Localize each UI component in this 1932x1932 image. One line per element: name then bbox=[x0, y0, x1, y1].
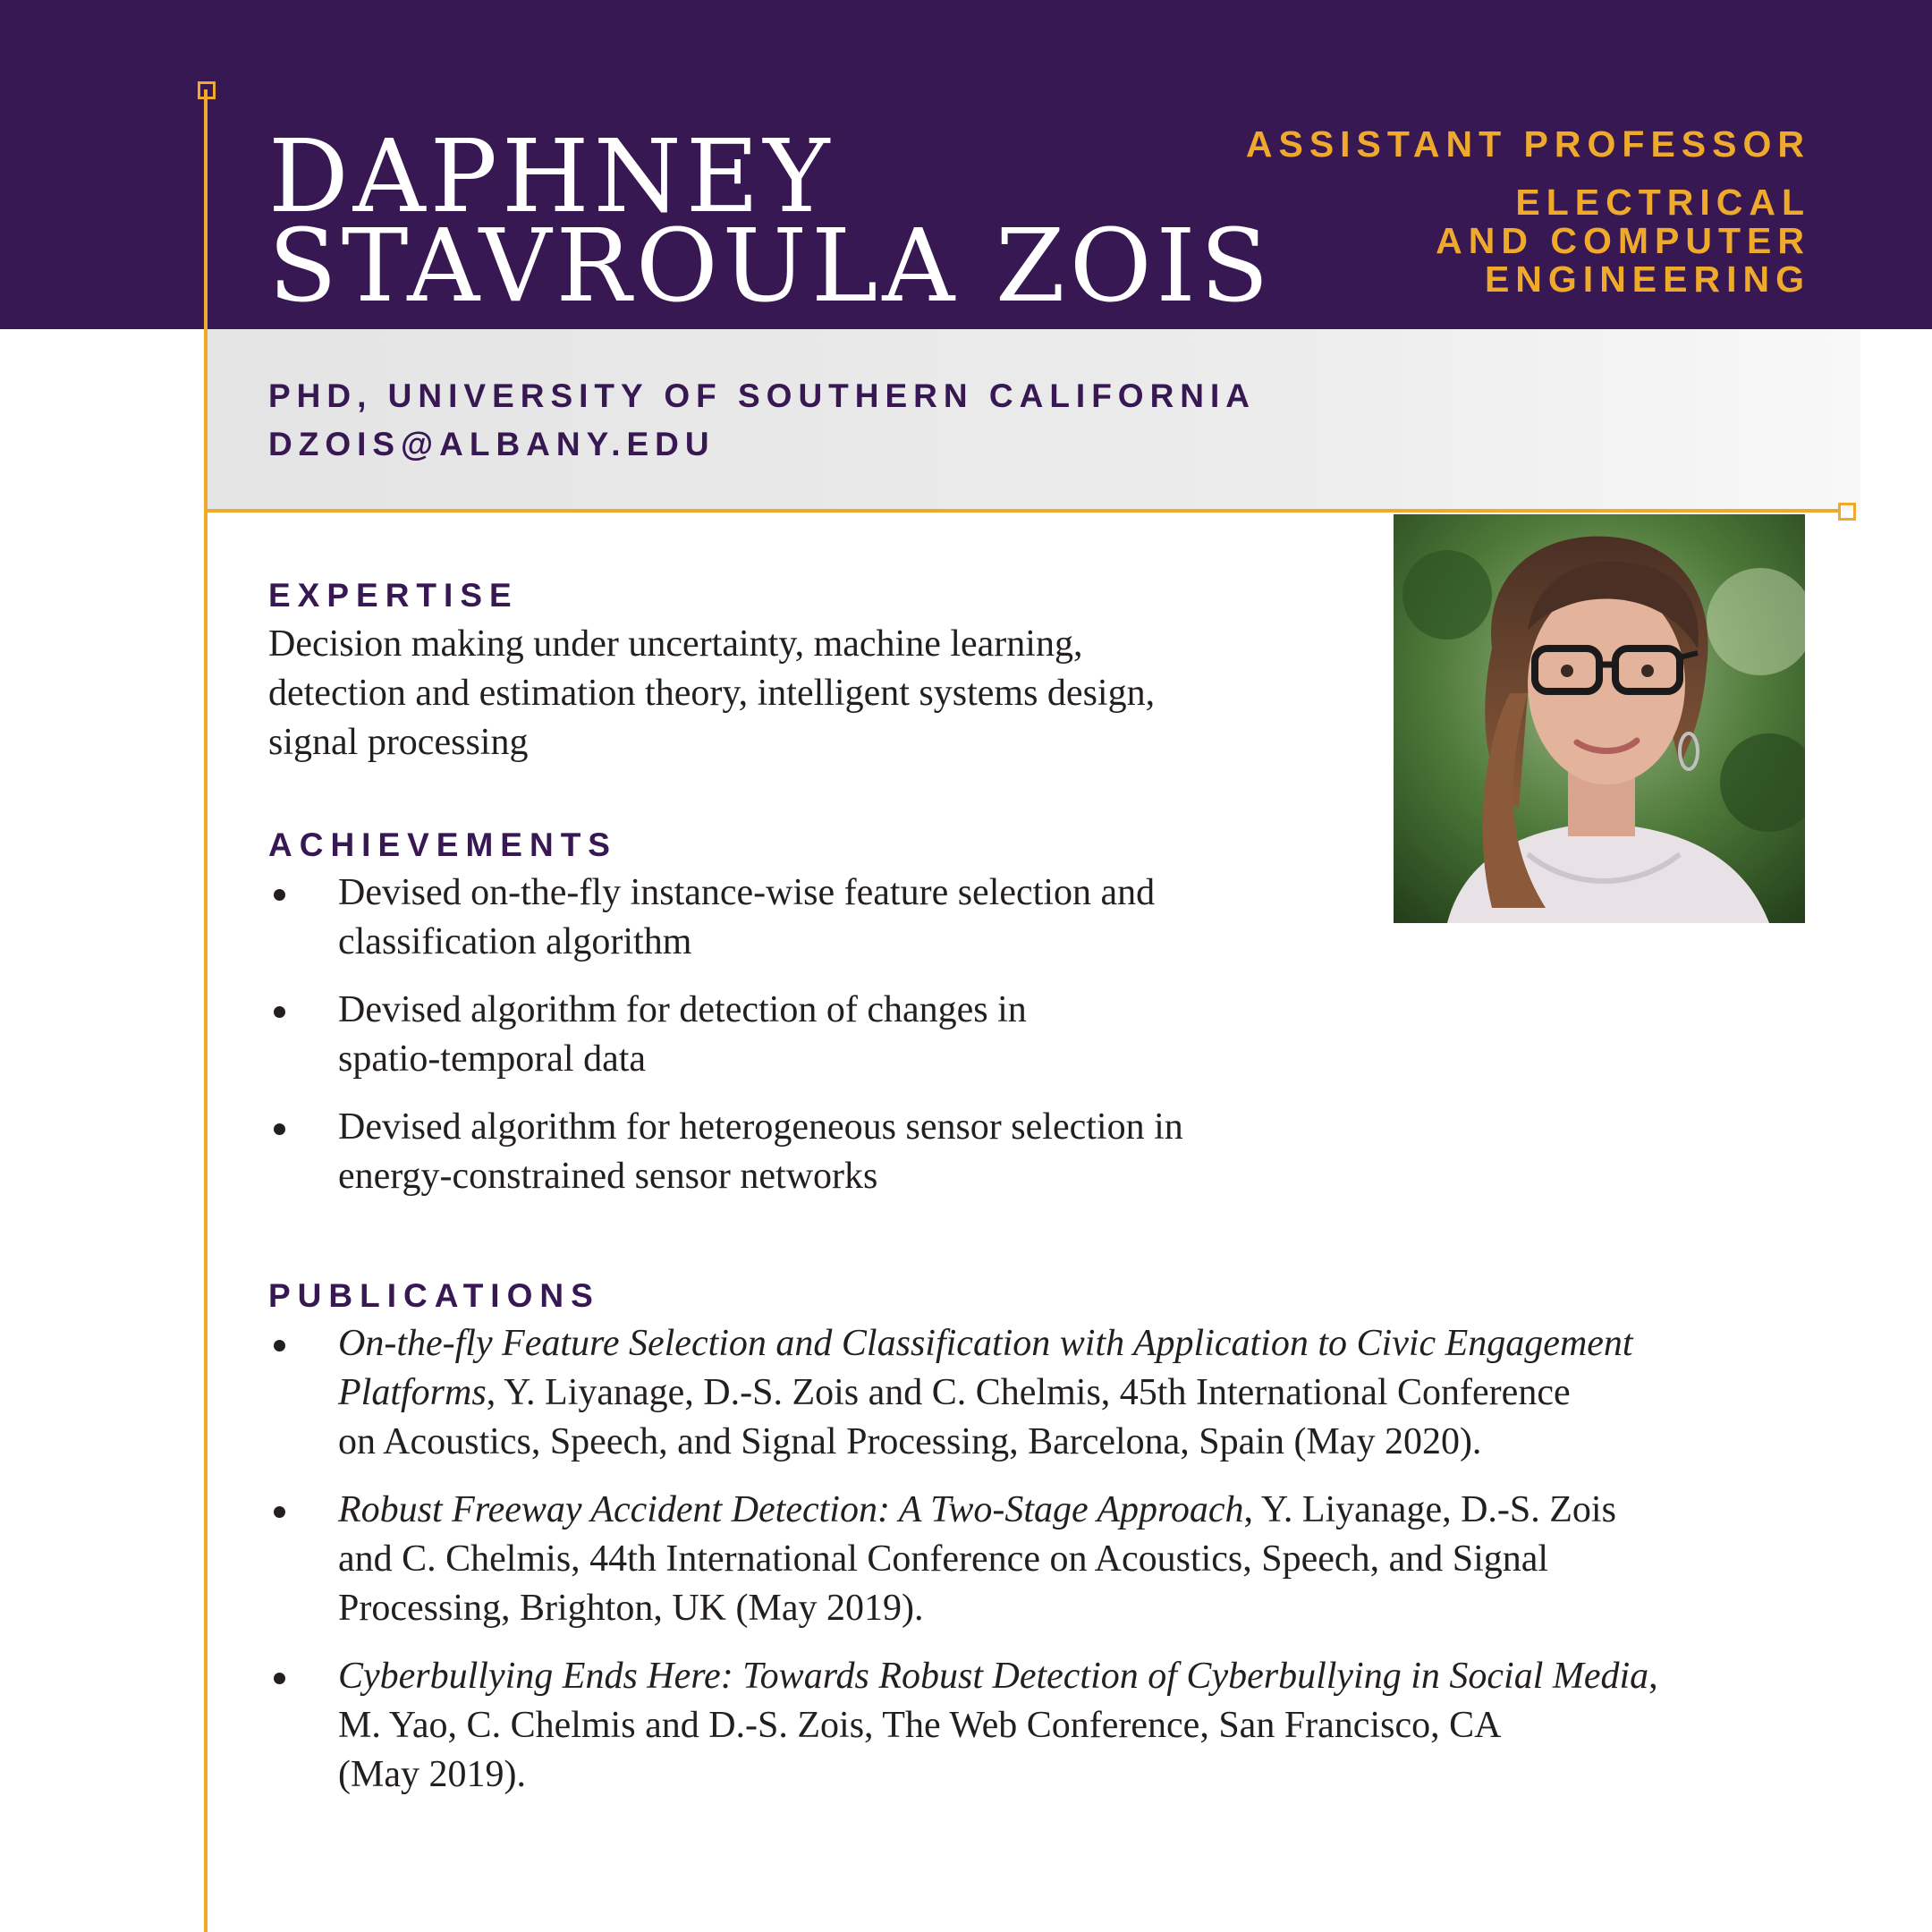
achievement-line: Devised algorithm for heterogeneous sensor selection in bbox=[338, 1106, 1183, 1148]
publication-title: On-the-fly Feature Selection and Classification with Application to Civic Engagement bbox=[338, 1323, 1633, 1364]
expertise-heading: EXPERTISE bbox=[268, 577, 519, 614]
bullet-icon bbox=[274, 1123, 285, 1135]
list-item bbox=[268, 1319, 1658, 1467]
first-name: DAPHNEY bbox=[268, 119, 835, 235]
corner-square-right bbox=[1838, 503, 1856, 521]
expertise-line: signal processing bbox=[268, 722, 529, 763]
publication-title: Platforms bbox=[338, 1372, 487, 1413]
bullet-icon bbox=[274, 1006, 285, 1018]
publication-line: Processing, Brighton, UK (May 2019). bbox=[338, 1588, 924, 1629]
header-band bbox=[0, 0, 1932, 329]
achievement-line: classification algorithm bbox=[338, 921, 692, 962]
expertise-line: detection and estimation theory, intelligent systems design, bbox=[268, 673, 1156, 714]
publication-details: , Y. Liyanage, D.-S. Zois and C. Chelmis, 45th International Conference bbox=[486, 1372, 1571, 1413]
bullet-icon bbox=[274, 1340, 285, 1352]
info-band bbox=[206, 329, 1860, 511]
achievements-heading: ACHIEVEMENTS bbox=[268, 826, 617, 863]
achievement-line: Devised on-the-fly instance-wise feature selection and bbox=[338, 872, 1156, 913]
gold-horizontal-line bbox=[204, 509, 1841, 513]
publication-title: Cyberbullying Ends Here: Towards Robust Detection of Cyberbullying in Social Media bbox=[338, 1656, 1649, 1697]
portrait-photo bbox=[1394, 514, 1805, 923]
publication-title: Robust Freeway Accident Detection: A Two-Stage Approach bbox=[338, 1489, 1244, 1530]
department: ELECTRICAL AND COMPUTER ENGINEERING bbox=[1436, 182, 1810, 300]
person-name bbox=[268, 119, 1274, 325]
publication-details: , bbox=[1648, 1656, 1658, 1697]
publication-line: M. Yao, C. Chelmis and D.-S. Zois, The Web Conference, San Francisco, CA bbox=[338, 1705, 1502, 1746]
publications-list bbox=[268, 1319, 1658, 1818]
publication-line bbox=[338, 1368, 1658, 1418]
bullet-icon bbox=[274, 1506, 285, 1518]
bullet-icon bbox=[274, 889, 285, 901]
list-item bbox=[268, 986, 1183, 1084]
publication-details: , Y. Liyanage, D.-S. Zois bbox=[1243, 1489, 1616, 1530]
publication-line: and C. Chelmis, 44th International Conference on Acoustics, Speech, and Signal bbox=[338, 1538, 1549, 1580]
publication-line bbox=[338, 1486, 1658, 1535]
publication-line bbox=[338, 1652, 1658, 1701]
publication-line: on Acoustics, Speech, and Signal Processing, Barcelona, Spain (May 2020). bbox=[338, 1421, 1482, 1462]
title-block bbox=[1246, 125, 1810, 299]
gold-vertical-line bbox=[204, 89, 208, 1932]
achievements-list bbox=[268, 869, 1183, 1220]
achievement-line: spatio-temporal data bbox=[338, 1038, 647, 1080]
list-item bbox=[268, 1486, 1658, 1633]
expertise-text bbox=[268, 620, 1155, 767]
list-item bbox=[268, 1103, 1183, 1201]
achievement-line: energy-constrained sensor networks bbox=[338, 1156, 878, 1197]
publications-heading: PUBLICATIONS bbox=[268, 1277, 600, 1314]
bullet-icon bbox=[274, 1673, 285, 1684]
expertise-line: Decision making under uncertainty, machine learning, bbox=[268, 623, 1083, 665]
list-item bbox=[268, 869, 1183, 967]
job-title: ASSISTANT PROFESSOR bbox=[1245, 123, 1810, 165]
portrait-photo-icon bbox=[1394, 514, 1805, 923]
list-item bbox=[268, 1652, 1658, 1800]
degree: PHD, UNIVERSITY OF SOUTHERN CALIFORNIA bbox=[268, 377, 1257, 414]
email-address: DZOIS@ALBANY.EDU bbox=[268, 426, 716, 462]
achievement-line: Devised algorithm for detection of changes in bbox=[338, 989, 1027, 1030]
publication-line bbox=[338, 1319, 1658, 1368]
publication-line: (May 2019). bbox=[338, 1754, 526, 1795]
corner-square-top bbox=[198, 81, 216, 99]
last-name: STAVROULA ZOIS bbox=[268, 208, 1274, 325]
